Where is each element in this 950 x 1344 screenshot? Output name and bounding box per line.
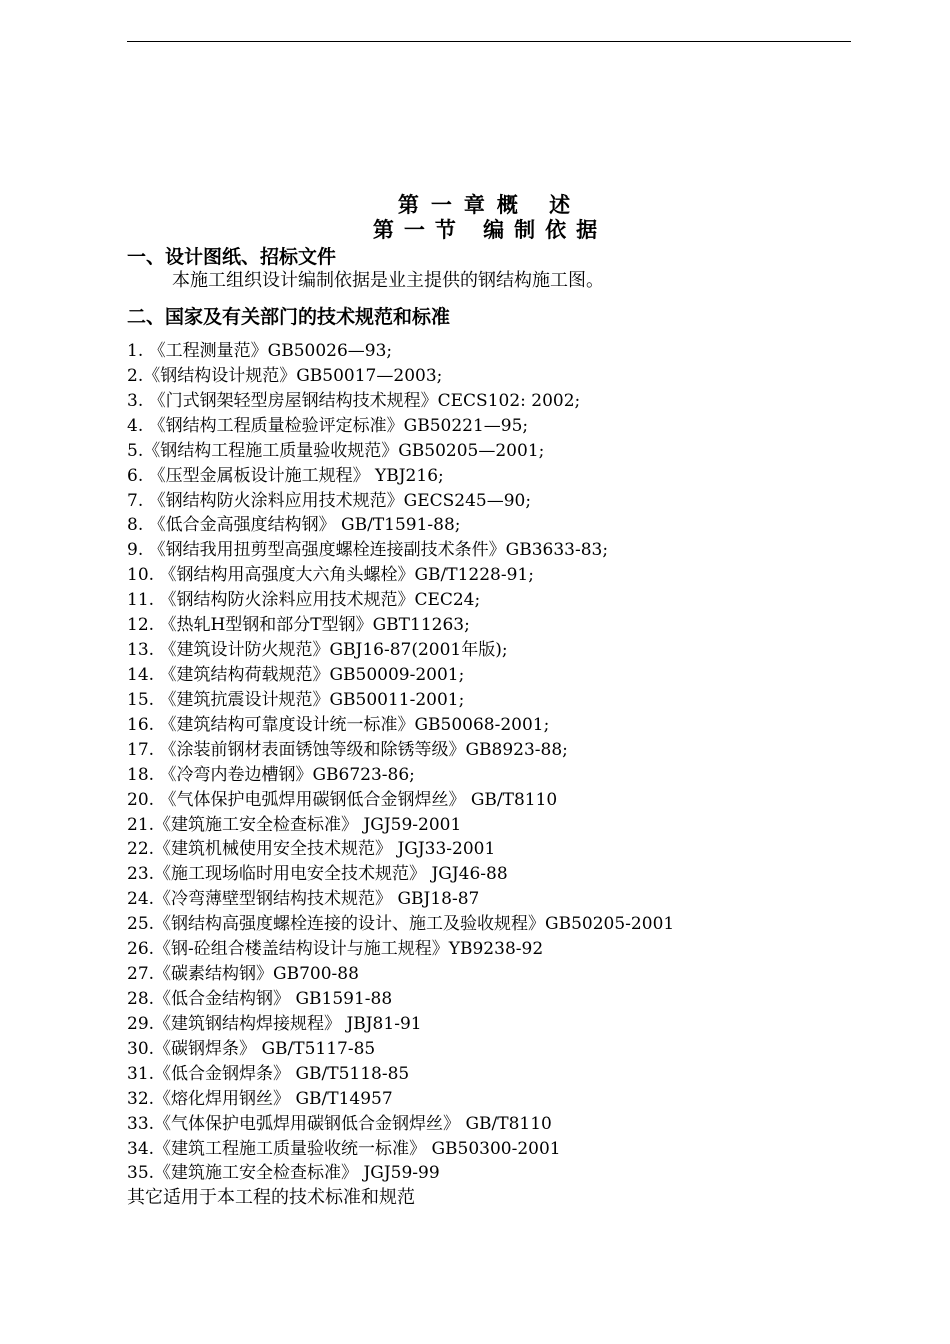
standard-item: 9. 《钢结我用扭剪型高强度螺栓连接副技术条件》GB3633-83; [127,540,609,561]
standard-item: 12. 《热轧H型钢和部分T型钢》GBT11263; [127,615,470,636]
standard-item: 2.《钢结构设计规范》GB50017—2003; [127,365,443,386]
standard-item: 15. 《建筑抗震设计规范》GB50011-2001; [127,689,465,710]
heading-design-drawings: 一、设计图纸、招标文件 [127,246,337,268]
standard-item: 13. 《建筑设计防火规范》GBJ16-87(2001年版); [127,640,508,661]
standard-item: 6. 《压型金属板设计施工规程》 YBJ216; [127,465,444,486]
standards-list [127,339,674,1186]
standard-item: 33.《气体保护电弧焊用碳钢低合金钢焊丝》 GB/T8110 [127,1113,552,1134]
standard-item: 18. 《冷弯内卷边槽钢》GB6723-86; [127,764,415,785]
standard-item: 16. 《建筑结构可靠度设计统一标准》GB50068-2001; [127,714,550,735]
section-title: 第一节 编制依据 [372,217,608,242]
standard-item: 35.《建筑施工安全检查标准》 JGJ59-99 [127,1163,440,1184]
standard-item: 11. 《钢结构防火涂料应用技术规范》CEC24; [127,590,481,611]
standard-item: 4. 《钢结构工程质量检验评定标准》GB50221—95; [127,415,529,436]
standard-item: 5.《钢结构工程施工质量验收规范》GB50205—2001; [127,440,545,461]
standard-item: 21.《建筑施工安全检查标准》 JGJ59-2001 [127,814,462,835]
standard-item: 25.《钢结构高强度螺栓连接的设计、施工及验收规程》GB50205-2001 [127,914,675,935]
standard-item: 22.《建筑机械使用安全技术规范》 JGJ33-2001 [127,839,496,860]
standard-item: 31.《低合金钢焊条》 GB/T5118-85 [127,1063,410,1084]
standard-item: 17. 《涂装前钢材表面锈蚀等级和除锈等级》GB8923-88; [127,739,568,760]
chapter-title: 第一章概 述 [397,192,583,217]
standard-item: 27.《碳素结构钢》GB700-88 [127,964,359,985]
standard-item: 30.《碳钢焊条》 GB/T5117-85 [127,1038,376,1059]
standard-item: 29.《建筑钢结构焊接规程》 JBJ81-91 [127,1013,422,1034]
header-rule [127,41,851,42]
paragraph-basis: 本施工组织设计编制依据是业主提供的钢结构施工图。 [172,270,604,291]
standard-item: 26.《钢-砼组合楼盖结构设计与施工规程》YB9238-92 [127,939,544,960]
standard-item: 23.《施工现场临时用电安全技术规范》 JGJ46-88 [127,864,508,885]
heading-standards: 二、国家及有关部门的技术规范和标准 [127,306,451,328]
standard-item: 10. 《钢结构用高强度大六角头螺栓》GB/T1228-91; [127,565,534,586]
standard-item: 3. 《门式钢架轻型房屋钢结构技术规程》CECS102: 2002; [127,390,581,411]
standard-item: 1. 《工程测量范》GB50026—93; [127,341,393,361]
standard-item: 20. 《气体保护电弧焊用碳钢低合金钢焊丝》 GB/T8110 [127,789,558,810]
standard-item: 28.《低合金结构钢》 GB1591-88 [127,988,393,1009]
standard-item: 7. 《钢结构防火涂料应用技术规范》GECS245—90; [127,490,532,511]
standard-item: 32.《熔化焊用钢丝》 GB/T14957 [127,1088,393,1109]
standard-item: 34.《建筑工程施工质量验收统一标准》 GB50300-2001 [127,1138,561,1159]
standard-item: 14. 《建筑结构荷载规范》GB50009-2001; [127,664,465,685]
footer-text: 其它适用于本工程的技术标准和规范 [127,1187,415,1208]
standard-item: 24.《冷弯薄壁型钢结构技术规范》 GBJ18-87 [127,889,480,910]
standard-item: 8. 《低合金高强度结构钢》 GB/T1591-88; [127,515,461,536]
